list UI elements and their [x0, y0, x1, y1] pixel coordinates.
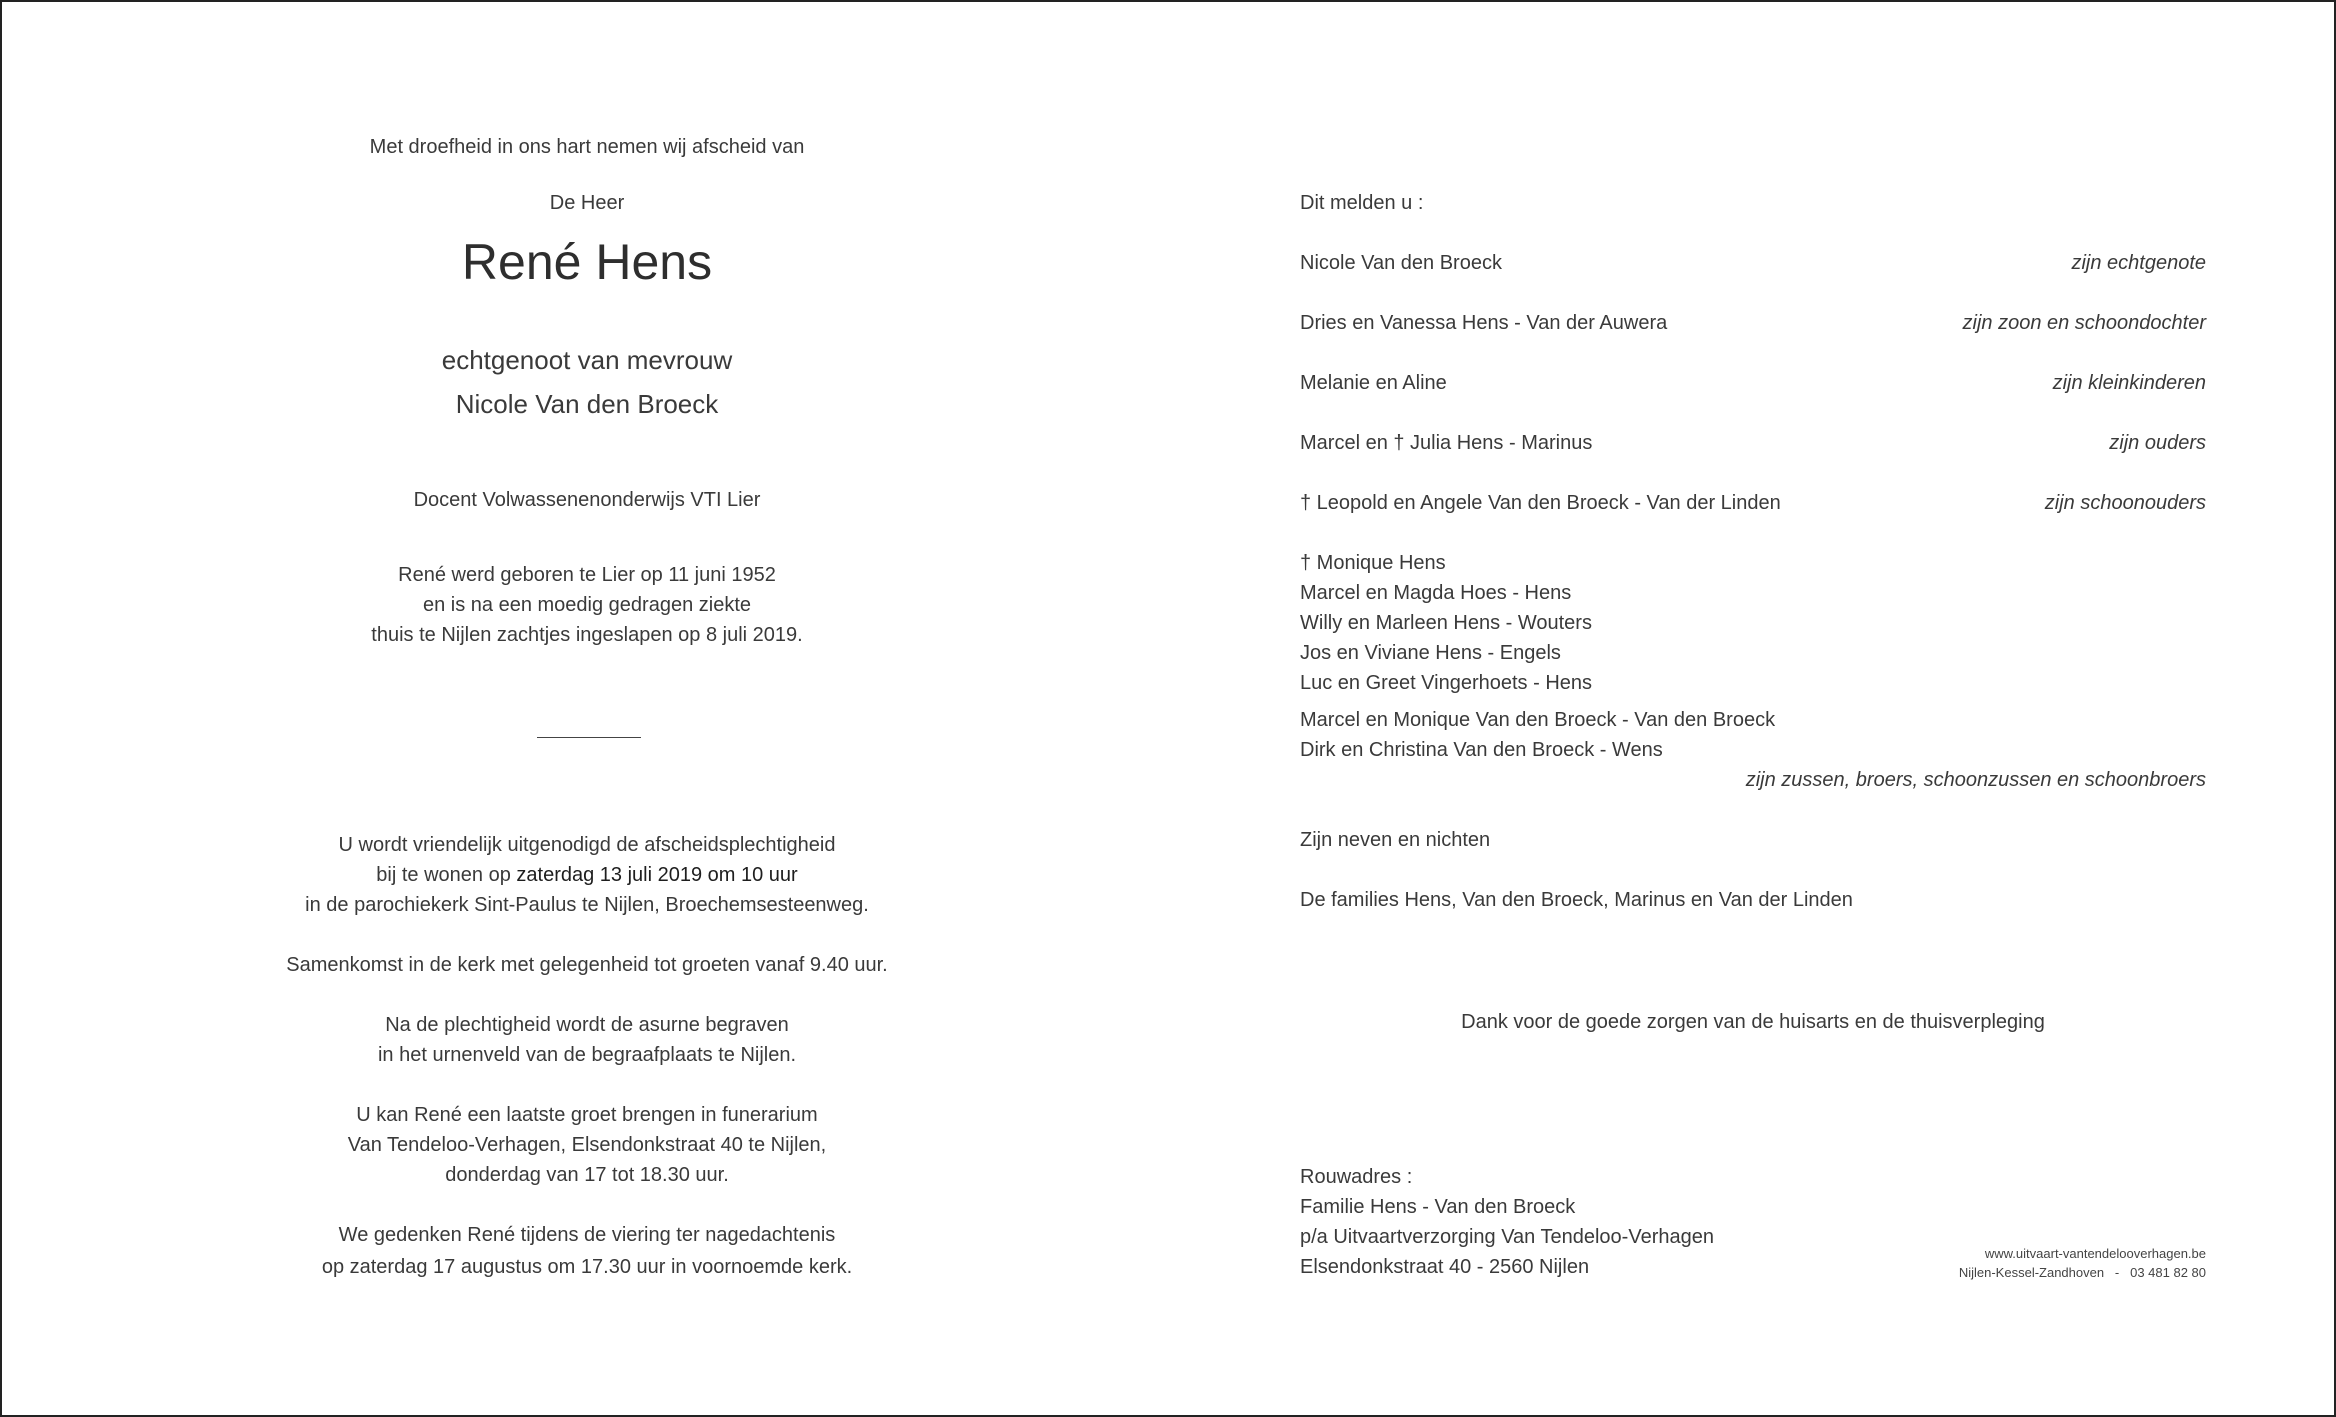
- relation-label: zijn zoon en schoondochter: [1962, 312, 2206, 334]
- remembrance-line: We gedenken René tijdens de viering ter nagedachtenis: [338, 1224, 836, 1246]
- relation-row: [1300, 308, 2206, 338]
- relation-label: zijn schoonouders: [2044, 492, 2206, 514]
- honorific: De Heer: [549, 192, 625, 214]
- relation-name: Melanie en Aline: [1300, 372, 1447, 394]
- visitation-line: Van Tendeloo-Verhagen, Elsendonkstraat 40 te Nijlen,: [347, 1134, 827, 1156]
- burial-line: Na de plechtigheid wordt de asurne begraven: [385, 1014, 789, 1036]
- address-line: Familie Hens - Van den Broeck: [1300, 1196, 1576, 1218]
- sibling-name: Luc en Greet Vingerhoets - Hens: [1300, 672, 1593, 694]
- visitation-line: U kan René een laatste groet brengen in funerarium: [356, 1104, 818, 1126]
- sibling-name: Marcel en Magda Hoes - Hens: [1300, 582, 1572, 604]
- family-heading: Dit melden u :: [1300, 192, 1424, 214]
- visitation-line: donderdag van 17 tot 18.30 uur.: [445, 1164, 729, 1186]
- ceremony-line: U wordt vriendelijk uitgenodigd de afscheidsplechtigheid: [338, 834, 836, 856]
- bio-line: René werd geboren te Lier op 11 juni 1952: [398, 564, 776, 586]
- sibling-name: Dirk en Christina Van den Broeck - Wens: [1300, 739, 1663, 761]
- relation-row: [1300, 368, 2206, 398]
- relation-name: Nicole Van den Broeck: [1300, 252, 1502, 274]
- sibling-name: Marcel en Monique Van den Broeck - Van den Broeck: [1300, 709, 1776, 731]
- deceased-name: René Hens: [461, 234, 713, 290]
- spouse-line-1: echtgenoot van mevrouw: [441, 345, 733, 375]
- relation-label: zijn ouders: [2109, 432, 2206, 454]
- sibling-name: † Monique Hens: [1300, 552, 1446, 574]
- undertaker-website: www.uitvaart-vantendelooverhagen.be: [1984, 1246, 2206, 1261]
- burial-line: in het urnenveld van de begraafplaats te Nijlen.: [377, 1044, 797, 1066]
- relation-label: zijn echtgenote: [2071, 252, 2206, 274]
- ceremony-line: in de parochiekerk Sint-Paulus te Nijlen, Broechemsesteenweg.: [305, 894, 869, 916]
- sibling-name: Willy en Marleen Hens - Wouters: [1300, 612, 1592, 634]
- address-line: Elsendonkstraat 40 - 2560 Nijlen: [1300, 1256, 1590, 1278]
- bio-line: en is na een moedig gedragen ziekte: [422, 594, 751, 616]
- undertaker-contact: Nijlen-Kessel-Zandhoven - 03 481 82 80: [1958, 1265, 2206, 1280]
- sibling-name: Jos en Viviane Hens - Engels: [1300, 642, 1561, 664]
- spouse-line-2: Nicole Van den Broeck: [455, 389, 719, 419]
- ceremony-prefix: bij te wonen op: [376, 864, 517, 886]
- relation-row: [1300, 428, 2206, 458]
- divider: [537, 737, 641, 738]
- address-line: p/a Uitvaartverzorging Van Tendeloo-Verhagen: [1300, 1226, 1714, 1248]
- relation-name: † Leopold en Angele Van den Broeck - Van der Linden: [1300, 492, 1781, 514]
- remembrance-line: op zaterdag 17 augustus om 17.30 uur in voornoemde kerk.: [321, 1256, 853, 1278]
- nephews-text: Zijn neven en nichten: [1300, 829, 1491, 851]
- relation-label: zijn kleinkinderen: [2052, 372, 2206, 394]
- ceremony-date: zaterdag 13 juli 2019 om 10 uur: [516, 864, 798, 886]
- address-label: Rouwadres :: [1300, 1166, 1413, 1188]
- relation-row: [1300, 248, 2206, 278]
- relation-name: Marcel en † Julia Hens - Marinus: [1300, 432, 1593, 454]
- ceremony-line: [242, 860, 932, 890]
- relation-row: [1300, 488, 2206, 518]
- bio-line: thuis te Nijlen zachtjes ingeslapen op 8 juli 2019.: [371, 624, 803, 646]
- occupation: Docent Volwassenenonderwijs VTI Lier: [413, 489, 761, 511]
- thanks-text: Dank voor de goede zorgen van de huisarts en de thuisverpleging: [1461, 1011, 2045, 1033]
- families-text: De families Hens, Van den Broeck, Marinus en Van der Linden: [1300, 889, 1853, 911]
- gathering-text: Samenkomst in de kerk met gelegenheid tot groeten vanaf 9.40 uur.: [286, 954, 888, 976]
- siblings-relation-row: [1300, 765, 2206, 795]
- relation-name: Dries en Vanessa Hens - Van der Auwera: [1300, 312, 1668, 334]
- siblings-relation: zijn zussen, broers, schoonzussen en schoonbroers: [1745, 769, 2206, 791]
- intro-text: Met droefheid in ons hart nemen wij afscheid van: [369, 136, 805, 158]
